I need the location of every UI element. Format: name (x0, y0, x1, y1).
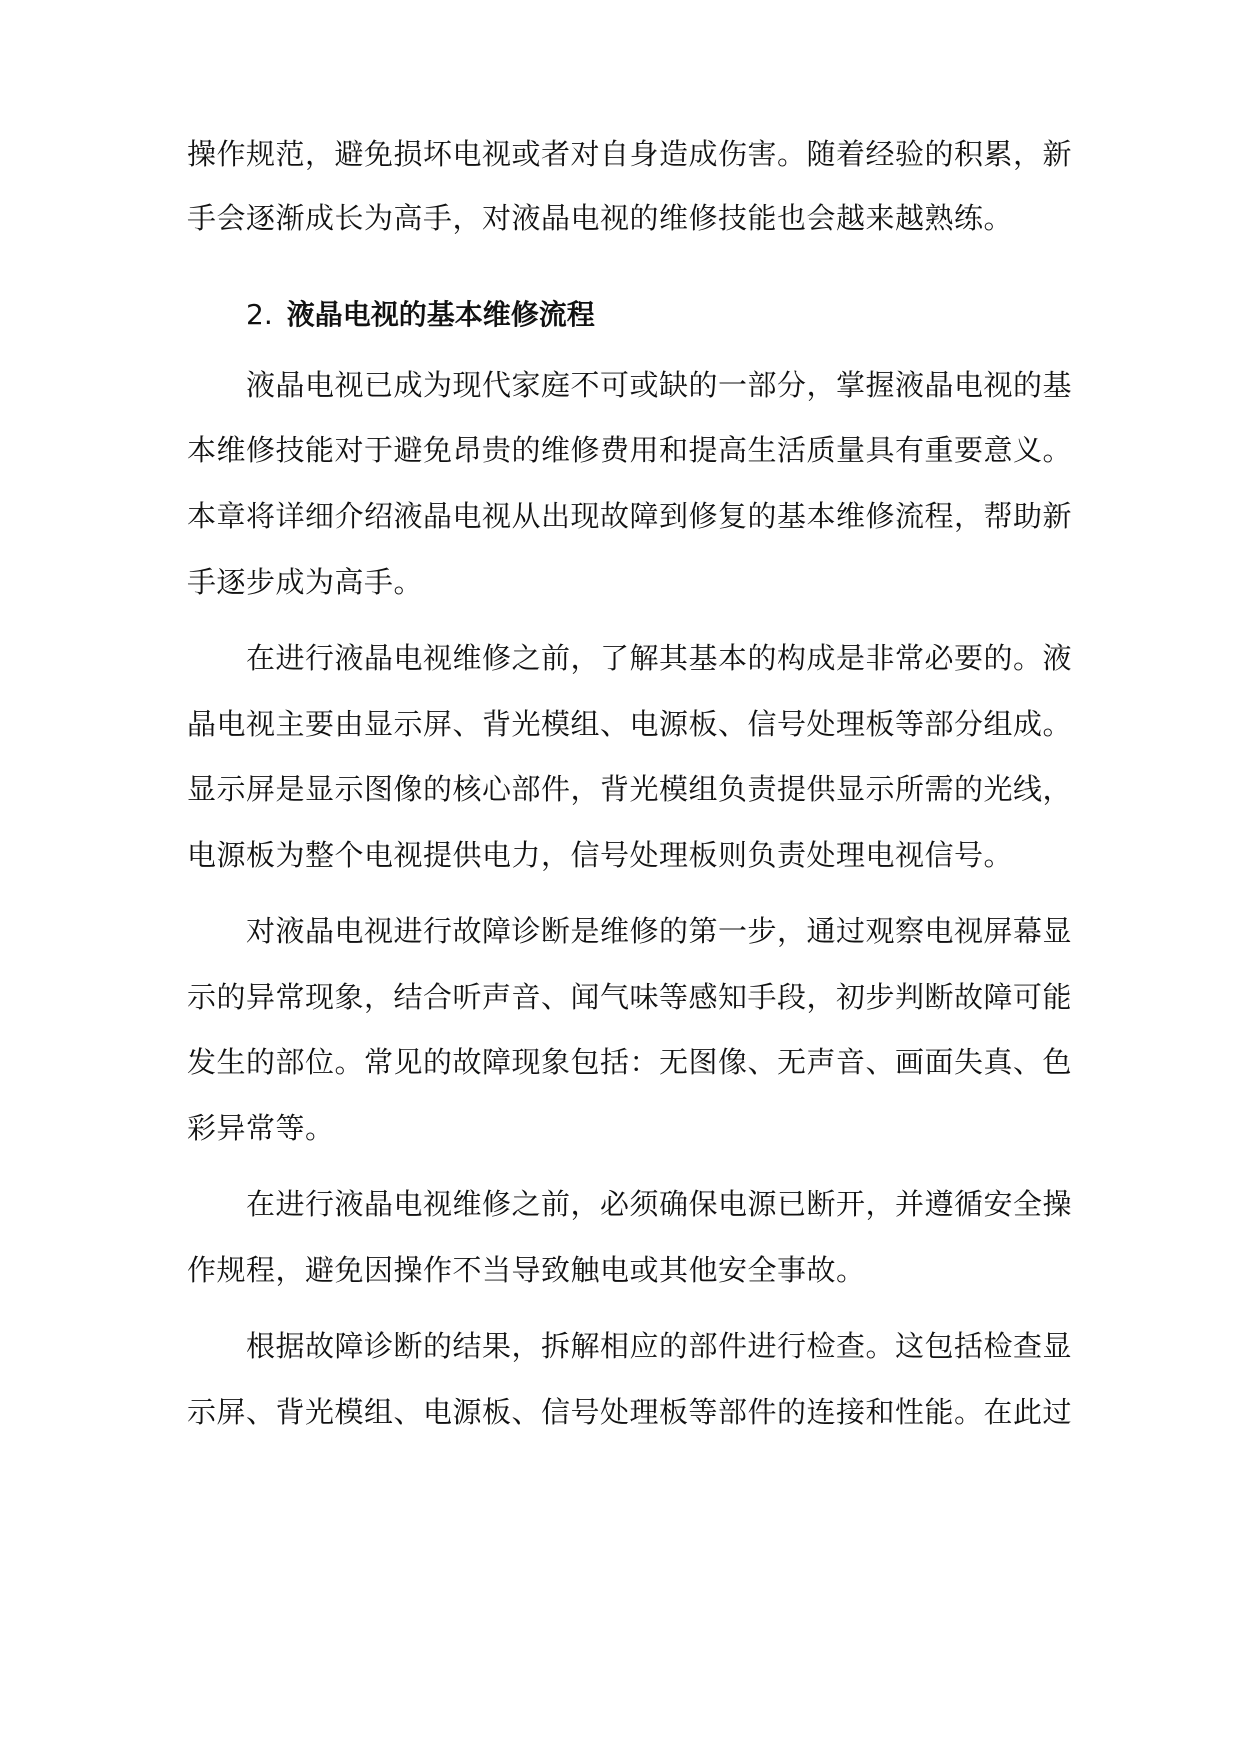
paragraph-2-line-3: 显示屏是显示图像的核心部件，背光模组负责提供显示所需的光线， (187, 772, 1073, 806)
paragraph-1-line-1: 液晶电视已成为现代家庭不可或缺的一部分，掌握液晶电视的基 (246, 368, 1073, 402)
intro-line-2: 手会逐渐成长为高手，对液晶电视的维修技能也会越来越熟练。 (187, 201, 1014, 235)
paragraph-3-line-4: 彩异常等。 (187, 1111, 335, 1145)
paragraph-3-line-1: 对液晶电视进行故障诊断是维修的第一步，通过观察电视屏幕显 (246, 914, 1073, 948)
section-heading (246, 295, 595, 335)
paragraph-3-line-2: 示的异常现象，结合听声音、闻气味等感知手段，初步判断故障可能 (187, 980, 1073, 1014)
paragraph-1-line-4: 手逐步成为高手。 (187, 565, 424, 599)
paragraph-2-line-1: 在进行液晶电视维修之前，了解其基本的构成是非常必要的。液 (246, 641, 1073, 675)
section-title: 液晶电视的基本维修流程 (286, 298, 595, 331)
section-number: 2. (246, 298, 273, 331)
intro-line-1: 操作规范，避免损坏电视或者对自身造成伤害。随着经验的积累，新 (187, 137, 1073, 171)
paragraph-2-line-2: 晶电视主要由显示屏、背光模组、电源板、信号处理板等部分组成。 (187, 707, 1073, 741)
paragraph-1-line-3: 本章将详细介绍液晶电视从出现故障到修复的基本维修流程，帮助新 (187, 499, 1073, 533)
paragraph-2-line-4: 电源板为整个电视提供电力，信号处理板则负责处理电视信号。 (187, 838, 1014, 872)
paragraph-5-line-1: 根据故障诊断的结果，拆解相应的部件进行检查。这包括检查显 (246, 1329, 1073, 1363)
paragraph-3-line-3: 发生的部位。常见的故障现象包括：无图像、无声音、画面失真、色 (187, 1045, 1073, 1079)
paragraph-4-line-2: 作规程，避免因操作不当导致触电或其他安全事故。 (187, 1253, 866, 1287)
paragraph-4-line-1: 在进行液晶电视维修之前，必须确保电源已断开，并遵循安全操 (246, 1187, 1073, 1221)
paragraph-1-line-2: 本维修技能对于避免昂贵的维修费用和提高生活质量具有重要意义。 (187, 433, 1073, 467)
paragraph-5-line-2: 示屏、背光模组、电源板、信号处理板等部件的连接和性能。在此过 (187, 1395, 1073, 1429)
